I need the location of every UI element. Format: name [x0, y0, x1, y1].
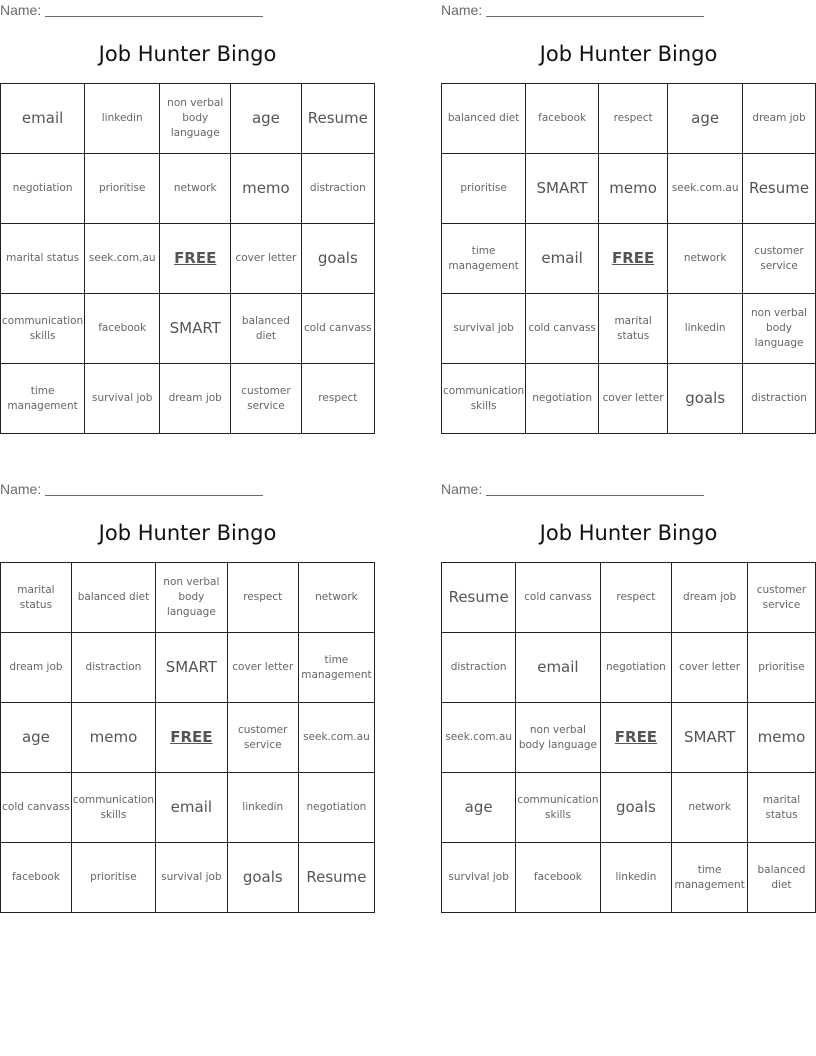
name-field[interactable] [441, 481, 704, 497]
bingo-row [442, 843, 816, 913]
bingo-row [442, 563, 816, 633]
name-field[interactable] [0, 481, 263, 497]
bingo-cell[interactable]: cold canvass [526, 294, 599, 364]
bingo-cell[interactable]: marital status [599, 294, 668, 364]
bingo-cell[interactable]: negotiation [600, 633, 672, 703]
bingo-cell[interactable]: time management [298, 633, 374, 703]
bingo-cell[interactable]: negotiation [526, 364, 599, 434]
bingo-cell[interactable]: respect [301, 364, 374, 434]
bingo-cell[interactable]: linkedin [227, 773, 298, 843]
bingo-row [442, 224, 816, 294]
name-label: Name: [441, 2, 483, 18]
bingo-cell[interactable]: goals [301, 224, 374, 294]
bingo-cell[interactable]: non verbal body language [743, 294, 816, 364]
bingo-cell[interactable]: respect [599, 84, 668, 154]
bingo-cell[interactable]: memo [231, 154, 301, 224]
bingo-cell[interactable]: memo [71, 703, 155, 773]
bingo-cell[interactable]: prioritise [71, 843, 155, 913]
bingo-cell[interactable]: SMART [160, 294, 231, 364]
bingo-cell[interactable]: age [1, 703, 72, 773]
bingo-cell[interactable]: time management [672, 843, 748, 913]
bingo-cell[interactable]: prioritise [85, 154, 160, 224]
bingo-row [442, 703, 816, 773]
bingo-cell[interactable]: memo [599, 154, 668, 224]
bingo-cell[interactable]: cover letter [599, 364, 668, 434]
bingo-cell[interactable]: non verbal body language [156, 563, 228, 633]
bingo-cell[interactable]: email [516, 633, 600, 703]
bingo-cell[interactable]: network [672, 773, 748, 843]
bingo-cell[interactable]: time management [442, 224, 526, 294]
bingo-cell[interactable]: respect [227, 563, 298, 633]
bingo-cell[interactable]: customer service [227, 703, 298, 773]
bingo-cell[interactable]: linkedin [85, 84, 160, 154]
bingo-cell[interactable]: distraction [301, 154, 374, 224]
bingo-cell[interactable]: communication skills [516, 773, 600, 843]
bingo-cell[interactable]: goals [600, 773, 672, 843]
bingo-cell[interactable]: network [298, 563, 374, 633]
bingo-cell[interactable]: non verbal body language [516, 703, 600, 773]
bingo-cell[interactable]: email [1, 84, 85, 154]
bingo-grid [0, 562, 375, 913]
bingo-cell[interactable]: facebook [516, 843, 600, 913]
bingo-row [442, 633, 816, 703]
bingo-row [442, 773, 816, 843]
bingo-cell[interactable]: distraction [71, 633, 155, 703]
bingo-cell[interactable]: negotiation [1, 154, 85, 224]
bingo-cell[interactable]: customer service [231, 364, 301, 434]
bingo-cell[interactable]: SMART [672, 703, 748, 773]
bingo-cell[interactable]: communication skills [1, 294, 85, 364]
free-space[interactable]: FREE [156, 703, 228, 773]
bingo-cell[interactable]: balanced diet [71, 563, 155, 633]
bingo-cell[interactable]: cold canvass [516, 563, 600, 633]
name-field[interactable] [0, 2, 263, 18]
bingo-cell[interactable]: survival job [85, 364, 160, 434]
bingo-cell[interactable]: prioritise [747, 633, 815, 703]
card-title: Job Hunter Bingo [98, 42, 277, 66]
bingo-cell[interactable]: Resume [301, 84, 374, 154]
bingo-cell[interactable]: email [526, 224, 599, 294]
free-space[interactable]: FREE [600, 703, 672, 773]
bingo-row [1, 563, 375, 633]
bingo-cell[interactable]: SMART [156, 633, 228, 703]
bingo-cell[interactable]: linkedin [668, 294, 743, 364]
bingo-cell[interactable]: network [160, 154, 231, 224]
bingo-row [1, 224, 375, 294]
name-underline[interactable] [486, 494, 704, 496]
free-space[interactable]: FREE [599, 224, 668, 294]
bingo-cell[interactable]: marital status [747, 773, 815, 843]
bingo-cell[interactable]: email [156, 773, 228, 843]
bingo-cell[interactable]: cover letter [227, 633, 298, 703]
bingo-cell[interactable]: balanced diet [442, 84, 526, 154]
bingo-cell[interactable]: facebook [1, 843, 72, 913]
card-title: Job Hunter Bingo [539, 42, 718, 66]
bingo-cell[interactable]: balanced diet [747, 843, 815, 913]
name-label: Name: [0, 481, 42, 497]
bingo-cell[interactable]: survival job [442, 843, 516, 913]
bingo-row [442, 84, 816, 154]
bingo-row [442, 154, 816, 224]
bingo-row [1, 633, 375, 703]
bingo-cell[interactable]: Resume [743, 154, 816, 224]
bingo-cell[interactable]: prioritise [442, 154, 526, 224]
bingo-row [1, 703, 375, 773]
bingo-cell[interactable]: seek.com.au [298, 703, 374, 773]
bingo-cell[interactable]: cover letter [231, 224, 301, 294]
name-label: Name: [441, 481, 483, 497]
bingo-cell[interactable]: respect [600, 563, 672, 633]
bingo-cell[interactable]: goals [668, 364, 743, 434]
free-space[interactable]: FREE [160, 224, 231, 294]
bingo-cell[interactable]: facebook [526, 84, 599, 154]
bingo-row [1, 364, 375, 434]
bingo-cell[interactable]: SMART [526, 154, 599, 224]
bingo-cell[interactable]: negotiation [298, 773, 374, 843]
name-underline[interactable] [45, 494, 263, 496]
bingo-cell[interactable]: seek.com.au [442, 703, 516, 773]
bingo-cell[interactable]: cold canvass [1, 773, 72, 843]
bingo-row [442, 294, 816, 364]
name-field[interactable] [441, 2, 704, 18]
bingo-cell[interactable]: distraction [442, 633, 516, 703]
bingo-cell[interactable]: non verbal body language [160, 84, 231, 154]
bingo-cell[interactable]: balanced diet [231, 294, 301, 364]
bingo-cell[interactable]: time management [1, 364, 85, 434]
bingo-row [1, 154, 375, 224]
bingo-cell[interactable]: customer service [743, 224, 816, 294]
bingo-cell[interactable]: survival job [442, 294, 526, 364]
bingo-cell[interactable]: Resume [298, 843, 374, 913]
bingo-cell[interactable]: network [668, 224, 743, 294]
bingo-cell[interactable]: communication skills [442, 364, 526, 434]
bingo-cell[interactable]: communication skills [71, 773, 155, 843]
bingo-cell[interactable]: age [442, 773, 516, 843]
bingo-row [1, 843, 375, 913]
bingo-cell[interactable]: seek.com.au [668, 154, 743, 224]
bingo-cell[interactable]: dream job [1, 633, 72, 703]
bingo-cell[interactable]: seek.com.au [85, 224, 160, 294]
bingo-cell[interactable]: customer service [747, 563, 815, 633]
bingo-cell[interactable]: dream job [160, 364, 231, 434]
bingo-cell[interactable]: goals [227, 843, 298, 913]
bingo-row [1, 773, 375, 843]
bingo-cell[interactable]: marital status [1, 563, 72, 633]
bingo-grid [441, 562, 816, 913]
bingo-cell[interactable]: survival job [156, 843, 228, 913]
bingo-cell[interactable]: cover letter [672, 633, 748, 703]
bingo-cell[interactable]: age [231, 84, 301, 154]
card-title: Job Hunter Bingo [98, 521, 277, 545]
bingo-cell[interactable]: dream job [743, 84, 816, 154]
bingo-cell[interactable]: marital status [1, 224, 85, 294]
bingo-cell[interactable]: distraction [743, 364, 816, 434]
bingo-row [442, 364, 816, 434]
bingo-grid [0, 83, 375, 434]
bingo-cell[interactable]: memo [747, 703, 815, 773]
bingo-cell[interactable]: age [668, 84, 743, 154]
name-label: Name: [0, 2, 42, 18]
bingo-cell[interactable]: linkedin [600, 843, 672, 913]
bingo-cell[interactable]: facebook [85, 294, 160, 364]
bingo-row [1, 84, 375, 154]
bingo-cell[interactable]: Resume [442, 563, 516, 633]
bingo-cell[interactable]: cold canvass [301, 294, 374, 364]
bingo-cell[interactable]: dream job [672, 563, 748, 633]
name-underline[interactable] [45, 15, 263, 17]
name-underline[interactable] [486, 15, 704, 17]
card-title: Job Hunter Bingo [539, 521, 718, 545]
bingo-grid [441, 83, 816, 434]
bingo-row [1, 294, 375, 364]
